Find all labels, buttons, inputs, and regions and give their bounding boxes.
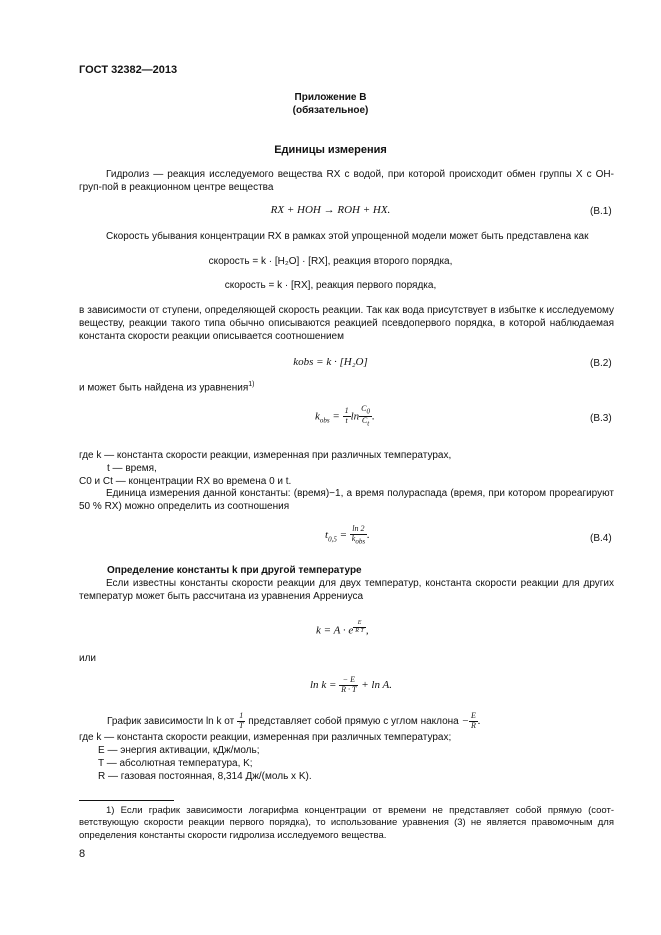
appendix-title: Приложение В	[294, 92, 367, 103]
equation-b3: $k_{obs}$ = $\frac{1}{t}$ ln $\frac{C_0}{C_t}$ .	[315, 404, 375, 428]
paragraph-found-from-text: и может быть найдена из уравнения	[79, 382, 249, 394]
equation-number-b3: (В.3)	[590, 413, 612, 424]
graph-text-2: представляет собой прямую с углом наклона	[248, 715, 459, 727]
rate-second-order: скорость = k · [H₂O] · [RX], реакция второго порядка,	[208, 256, 453, 267]
graph-text-1: График зависимости ln k от	[107, 715, 235, 727]
where2-r: R — газовая постоянная, 8,314 Дж/(моль х K).	[98, 771, 312, 782]
footnote-ref: 1)	[248, 381, 255, 388]
subheading-k-temperature: Определение константы k при другой температуре	[107, 565, 362, 576]
paragraph-unit: Единица измерения данной константы: (время)−1, а время полураспада (время, при котором прореагируют 50 % RX) можно определить из соотношения	[79, 488, 614, 512]
where2-k: где k — константа скорости реакции, измеренная при различных температурах;	[79, 732, 452, 743]
document-header: ГОСТ 32382—2013	[79, 64, 178, 76]
footnote: 1) Если график зависимости логарифма концентрации от времени не представляет собой прямую (соот-ветствующую скорости реакции первого порядка), то использование уравнения (3) не является правомочным для определения константы скорости гидролиза исследуемого вещества.	[79, 805, 614, 841]
paragraph-pseudo-first: в зависимости от ступени, определяющей скорость реакции. Так как вода присутствует в избытке к исследуемому веществу, реакции такого типа обычно описываются реакцией псевдопервого порядка, в которой наблюдаемая константа скорости реакции описывается соотношением	[79, 305, 614, 342]
equation-b2: kobs = k · [H₂O]	[293, 356, 368, 368]
or-text: или	[79, 653, 97, 664]
appendix-subtitle: (обязательное)	[292, 105, 369, 116]
equation-b4: $t_{0,5}$ = $\frac{\ln 2}{k_{obs}}$ .	[325, 524, 370, 546]
equation-number-b1: (В.1)	[590, 206, 612, 217]
where2-t: T — абсолютная температура, K;	[98, 758, 253, 769]
section-title: Единицы измерения	[274, 144, 387, 156]
equation-ln-k: ln k = $\frac{- E}{R \cdot T}$ + ln A.	[310, 675, 392, 694]
rate-first-order: скорость = k · [RX], реакция первого порядка,	[224, 280, 437, 291]
where-k: где k — константа скорости реакции, измеренная при различных температурах,	[79, 450, 452, 461]
equation-b1: RX + HOH → ROH + HX.	[270, 204, 391, 216]
equation-arrhenius: k = A · e $^{\frac{E}{\text{R T}}}$ ,	[316, 620, 369, 637]
paragraph-hydrolysis: Гидролиз — реакция исследуемого вещества RX с водой, при которой происходит обмен группы X с OH-груп-пой в реакционном центре вещества	[79, 169, 614, 193]
paragraph-arrhenius: Если известны константы скорости реакции для двух температур, константа скорости реакции для других температур может быть рассчитана из уравнения Аррениуса	[79, 578, 614, 602]
paragraph-found-from	[79, 380, 255, 394]
footnote-separator	[79, 800, 174, 801]
equation-number-b2: (В.2)	[590, 358, 612, 369]
page-number: 8	[79, 848, 86, 860]
paragraph-rate: Скорость убывания концентрации RX в рамках этой упрощенной модели может быть представлена как	[106, 231, 589, 242]
where2-e: E — энергия активации, кДж/моль;	[98, 745, 260, 756]
where-c: C0 и Ct — концентрации RX во времена 0 и t.	[79, 476, 292, 487]
where-t: t — время,	[107, 463, 157, 474]
paragraph-graph: График зависимости ln k от $\frac{1}{T}$ представляет собой прямую с углом наклона − $\frac{E}{R}$ .	[107, 711, 481, 730]
equation-number-b4: (В.4)	[590, 533, 612, 544]
